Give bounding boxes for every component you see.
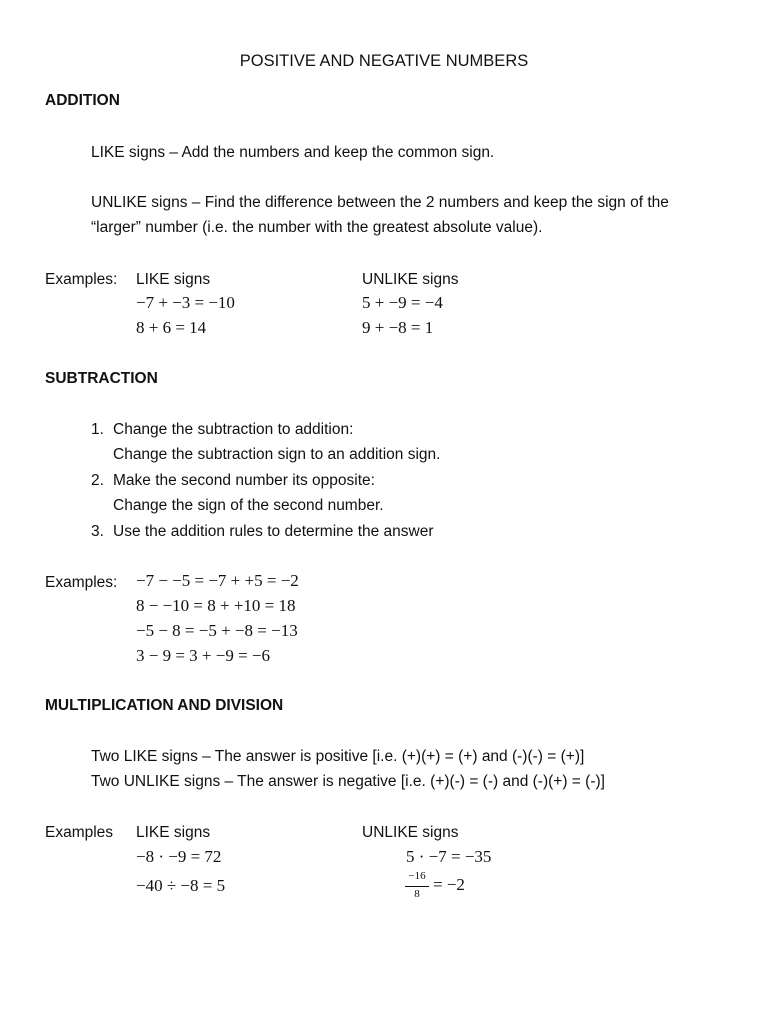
multdiv-fraction-example <box>403 870 523 906</box>
fraction-denominator: 8 <box>414 888 420 900</box>
subtraction-step-1-sub: Change the subtraction sign to an addition sign. <box>113 446 441 463</box>
subtraction-step-3-text: Use the addition rules to determine the answer <box>113 523 434 540</box>
subtraction-heading: SUBTRACTION <box>45 370 158 387</box>
fraction-result: = −2 <box>433 875 465 894</box>
subtraction-example-2: 8 − −10 = 8 + +10 = 18 <box>136 596 296 615</box>
addition-unlike-example-2: 9 + −8 = 1 <box>362 318 434 337</box>
subtraction-example-1: −7 − −5 = −7 + +5 = −2 <box>136 571 299 590</box>
addition-like-rule: LIKE signs – Add the numbers and keep the common sign. <box>91 144 495 161</box>
multdiv-unlike-header: UNLIKE signs <box>362 824 459 841</box>
multdiv-like-rule: Two LIKE signs – The answer is positive [i.e. (+)(+) = (+) and (-)(-) = (+)] <box>91 748 585 765</box>
subtraction-example-3: −5 − 8 = −5 + −8 = −13 <box>136 621 298 640</box>
addition-like-header: LIKE signs <box>136 271 211 288</box>
subtraction-step-1-num: 1. <box>91 421 104 438</box>
subtraction-step-1-text: Change the subtraction to addition: <box>113 421 354 438</box>
multdiv-unlike-example-1: 5 · −7 = −35 <box>406 847 492 866</box>
subtraction-step-3-num: 3. <box>91 523 104 540</box>
multdiv-like-example-2: −40 ÷ −8 = 5 <box>136 876 226 895</box>
addition-unlike-header: UNLIKE signs <box>362 271 459 288</box>
addition-like-example-1: −7 + −3 = −10 <box>136 293 235 312</box>
addition-examples-label: Examples: <box>45 271 118 288</box>
addition-like-example-2: 8 + 6 = 14 <box>136 318 207 337</box>
subtraction-examples-label: Examples: <box>45 574 118 591</box>
addition-unlike-rule-line2: “larger” number (i.e. the number with the greatest absolute value). <box>91 219 543 236</box>
addition-unlike-example-1: 5 + −9 = −4 <box>362 293 443 312</box>
page-title: POSITIVE AND NEGATIVE NUMBERS <box>239 52 529 70</box>
multdiv-unlike-rule: Two UNLIKE signs – The answer is negative [i.e. (+)(-) = (-) and (-)(+) = (-)] <box>91 773 605 790</box>
subtraction-step-2-sub: Change the sign of the second number. <box>113 497 384 514</box>
fraction-bar <box>405 886 429 887</box>
subtraction-example-4: 3 − 9 = 3 + −9 = −6 <box>136 646 271 665</box>
fraction-numerator: −16 <box>408 870 426 882</box>
multdiv-heading: MULTIPLICATION AND DIVISION <box>45 697 284 714</box>
multdiv-like-header: LIKE signs <box>136 824 211 841</box>
multdiv-examples-label: Examples <box>45 824 114 841</box>
addition-heading: ADDITION <box>45 92 120 109</box>
addition-unlike-rule-line1: UNLIKE signs – Find the difference between the 2 numbers and keep the sign of the <box>91 194 669 211</box>
multdiv-like-example-1: −8 · −9 = 72 <box>136 847 222 866</box>
subtraction-step-2-num: 2. <box>91 472 104 489</box>
subtraction-step-2-text: Make the second number its opposite: <box>113 472 375 489</box>
